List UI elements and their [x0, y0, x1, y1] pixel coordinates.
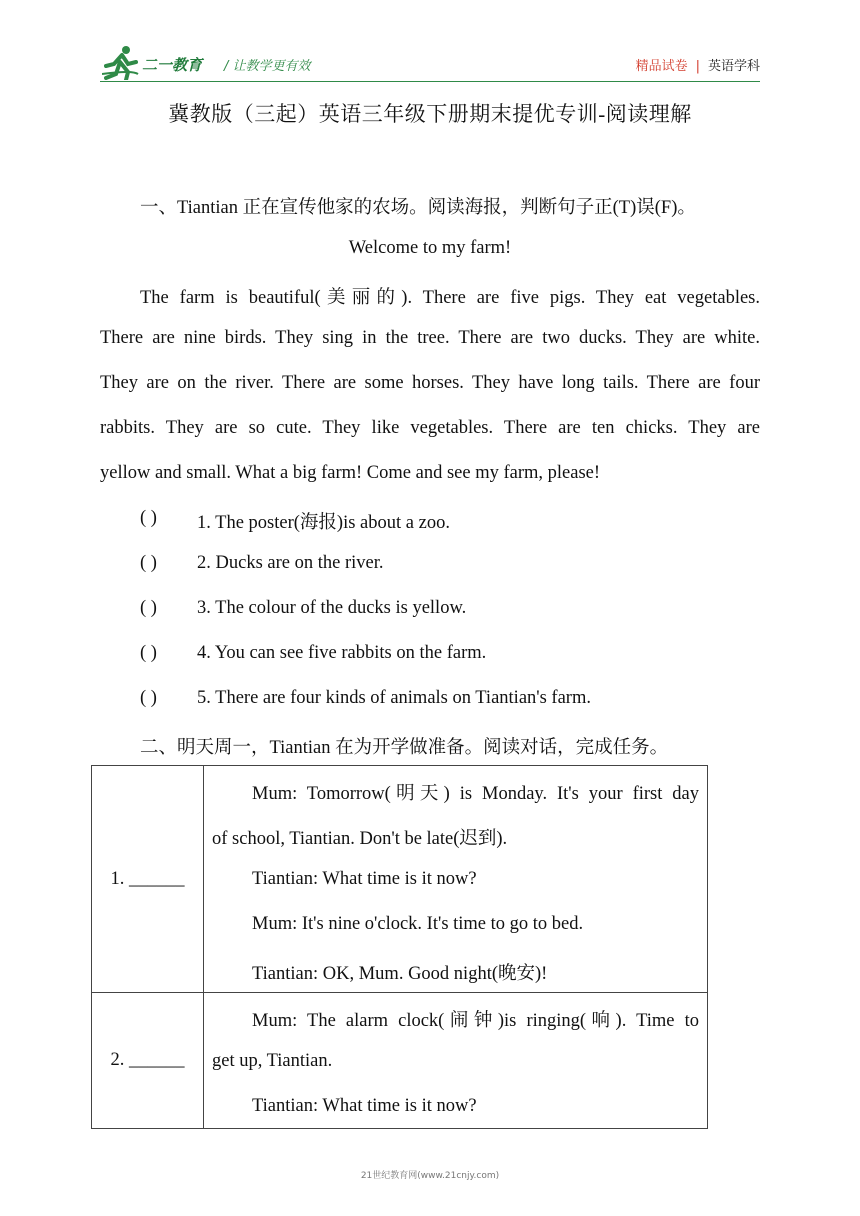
dialogue-line: get up, Tiantian. [212, 1051, 333, 1071]
dialogue-line: Tiantian: What time is it now? [252, 1096, 477, 1116]
page-header [0, 0, 860, 90]
dialogue-line: Mum: Tomorrow(明天) is Monday. It's your first day [252, 784, 699, 804]
question-text: 4. You can see five rabbits on the farm. [197, 643, 487, 663]
header-right [636, 55, 760, 74]
answer-paren[interactable]: ( ) [140, 598, 157, 618]
answer-blank[interactable]: 1. ______ [92, 766, 204, 993]
question-text: 5. There are four kinds of animals on Tiantian's farm. [197, 688, 591, 708]
logo-text: 二一教育 [142, 56, 203, 74]
answer-blank[interactable]: 2. ______ [92, 993, 204, 1129]
dialogue-line: Mum: It's nine o'clock. It's time to go to bed. [252, 914, 584, 934]
passage-line: yellow and small. What a big farm! Come and see my farm, please! [100, 463, 601, 483]
dialogue-line: of school, Tiantian. Don't be late(迟到). [212, 829, 508, 849]
passage-line: rabbits. They are so cute. They like vegetables. There are ten chicks. They are [100, 418, 760, 438]
header-divider [100, 81, 760, 82]
answer-paren[interactable]: ( ) [140, 553, 157, 573]
passage-line: There are nine birds. They sing in the tree. There are two ducks. They are white. [100, 328, 760, 348]
page-title: 冀教版（三起）英语三年级下册期末提优专训-阅读理解 [168, 102, 692, 126]
header-slogan: / 让教学更有效 [224, 59, 311, 74]
question-text: 3. The colour of the ducks is yellow. [197, 598, 467, 618]
dialogue-line: Tiantian: OK, Mum. Good night(晚安)! [252, 964, 548, 984]
answer-paren[interactable]: ( ) [140, 643, 157, 663]
question-text: 2. Ducks are on the river. [197, 553, 384, 573]
dialogue-line: Tiantian: What time is it now? [252, 869, 477, 889]
passage-line: They are on the river. There are some horses. They have long tails. There are four [100, 373, 760, 393]
dialogue-cell [204, 766, 708, 993]
poster-title: Welcome to my farm! [348, 238, 512, 258]
table-row [92, 766, 708, 993]
section1-instruction: 一、Tiantian 正在宣传他家的农场。阅读海报，判断句子正(T)误(F)。 [140, 198, 696, 218]
table-row [92, 993, 708, 1129]
dialogue-cell [204, 993, 708, 1129]
dialogue-table [91, 765, 708, 1129]
header-category: 精品试卷 [635, 59, 688, 74]
dialogue-line: Mum: The alarm clock(闹钟)is ringing(响). Time to [252, 1011, 699, 1031]
header-separator: | [695, 59, 700, 74]
answer-paren[interactable]: ( ) [140, 688, 157, 708]
page-footer: 21世纪教育网(www.21cnjy.com) [360, 1171, 500, 1181]
answer-paren[interactable]: ( ) [140, 508, 157, 528]
section2-instruction: 二、明天周一，Tiantian 在为开学做准备。阅读对话，完成任务。 [140, 738, 669, 758]
question-text: 1. The poster(海报)is about a zoo. [197, 513, 450, 533]
passage-line: The farm is beautiful(美丽的). There are five pigs. They eat vegetables. [140, 288, 760, 308]
header-subject: 英语学科 [707, 59, 760, 74]
